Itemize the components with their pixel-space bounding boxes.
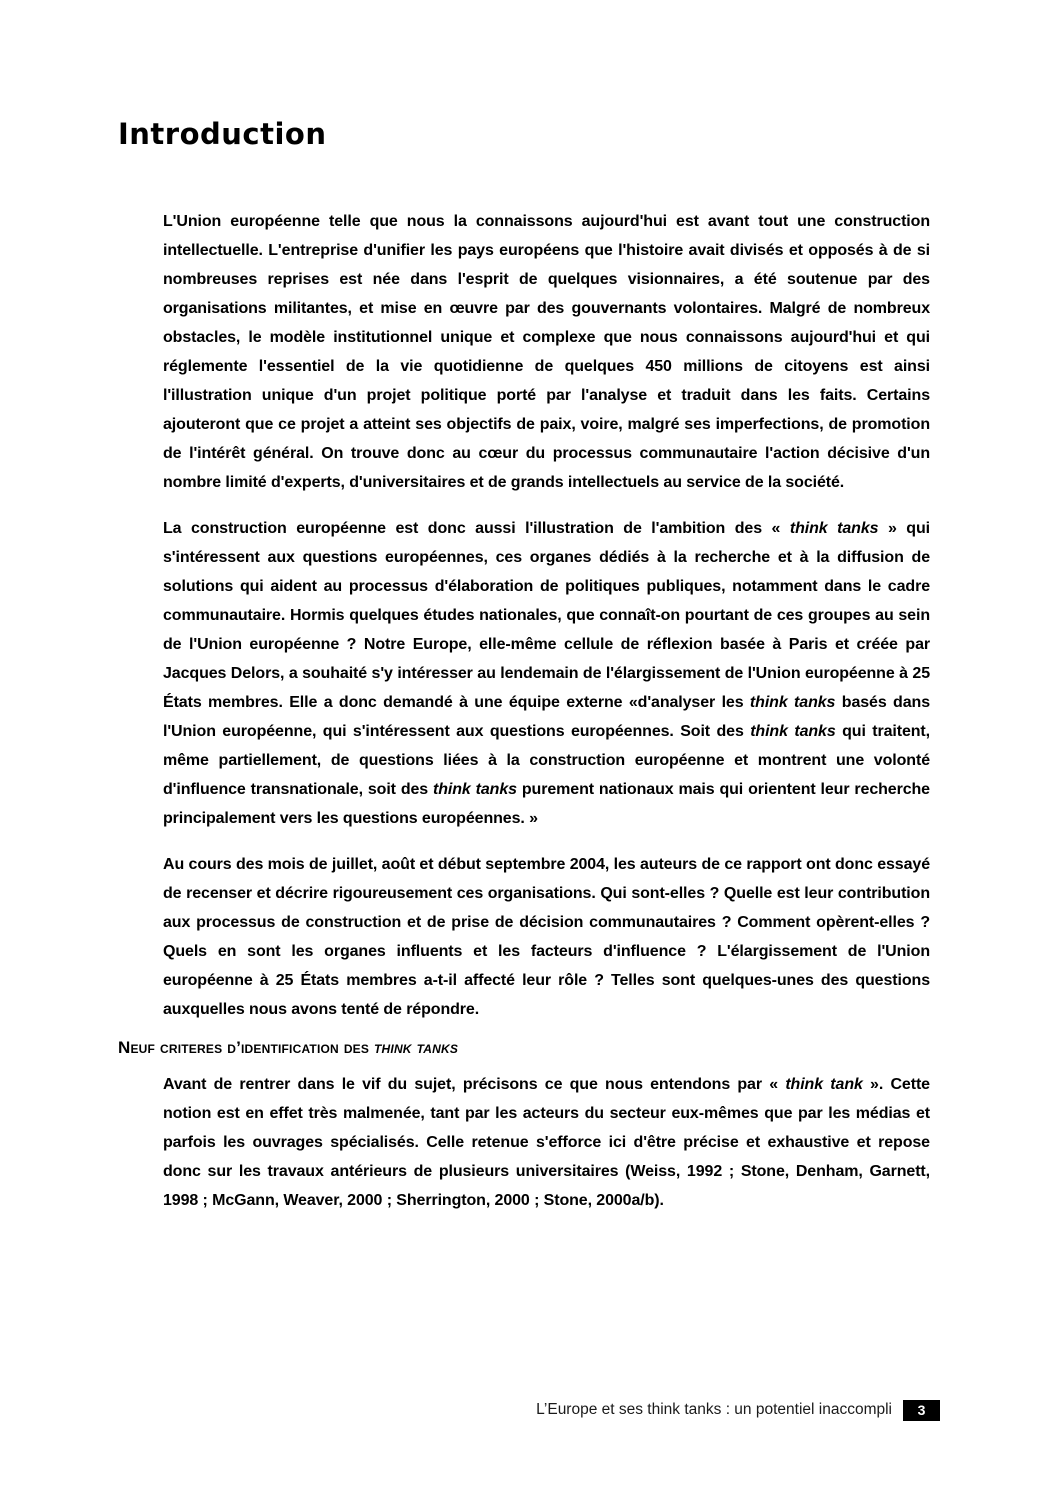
italic-text-run: think tanks — [433, 781, 517, 798]
text-run: L'Union européenne telle que nous la connaissons aujourd'hui est avant tout une construction intellectuelle. L'entreprise d'unifier les pays européens que l'histoire avait divisés et opposés à de si nombreuses reprises est née dans l'esprit de quelques visionnaires, a été soutenue par des organisations militantes, et mise en œuvre par des gouvernants volontaires. Malgré de nombreux obstacles, le modèle institutionnel unique et complexe que nous connaissons aujourd'hui et qui réglemente l'essentiel de la vie quotidienne de quelques 450 millions de citoyens est ainsi l'illustration unique d'un projet politique porté par l'analyse et traduit dans les faits. Certains ajouteront que ce projet a atteint ses objectifs de paix, voire, malgré ses imperfections, de promotion de l'intérêt général. On trouve donc au cœur du processus communautaire l'action décisive d'un nombre limité d'experts, d'universitaires et de grands intellectuels au service de la société. — [163, 213, 930, 491]
italic-text-run: think tank — [785, 1076, 863, 1093]
italic-text-run: think tanks — [749, 694, 836, 711]
text-run: qui traitent, même partiellement, de questions liées à la construction européenne et montrent une volonté d'influence transnationale, soit des — [163, 723, 931, 798]
section-heading — [118, 1033, 930, 1062]
text-run: basés dans l'Union européenne, qui s'intéressent aux questions européennes. Soit des — [163, 694, 930, 740]
page-footer — [536, 1399, 940, 1421]
paragraph — [163, 850, 930, 1024]
text-run: Avant de rentrer dans le vif du sujet, précisons ce que nous entendons par « — [163, 1076, 786, 1093]
document-body — [118, 207, 930, 1232]
text-run: Au cours des mois de juillet, août et début septembre 2004, les auteurs de ce rapport ont donc essayé de recenser et décrire rigoureusement ces organisations. Qui sont-elles ? Quelle est leur contribution aux processus de construction et de prise de décision communautaires ? Comment opèrent-elles ? Quels en sont les organes influents et les facteurs d'influence ? L'élargissement de l'Union européenne à 25 États membres a-t-il affecté leur rôle ? Telles sont quelques-unes des questions auxquelles nous avons tenté de répondre. — [163, 856, 930, 1018]
text-run: ». Cette notion est en effet très malmenée, tant par les acteurs du secteur eux-mêmes que par les médias et parfois les ouvrages spécialisés. Celle retenue s'efforce ici d'être précise et exhaustive et repose donc sur les travaux antérieurs de plusieurs universitaires (Weiss, 1992 ; Stone, Denham, Garnett, 1998 ; McGann, Weaver, 2000 ; Sherrington, 2000 ; Stone, 2000a/b). — [163, 1076, 930, 1209]
page-title: Introduction — [118, 117, 327, 151]
text-run: La construction européenne est donc aussi l'illustration de l'ambition des « — [163, 520, 790, 537]
paragraph — [163, 207, 930, 497]
paragraph — [163, 1070, 930, 1215]
text-run: Neuf criteres d’identification des — [118, 1038, 375, 1057]
footer-running-title: L’Europe et ses think tanks : un potentiel inaccompli — [536, 1401, 892, 1418]
italic-text-run: think tanks — [750, 723, 836, 740]
text-run: purement nationaux mais qui orientent leur recherche principalement vers les questions européennes. » — [163, 781, 930, 827]
page-number-badge: 3 — [903, 1400, 940, 1421]
paragraph — [163, 514, 930, 833]
text-run: » qui s'intéressent aux questions européennes, ces organes dédiés à la recherche et à la diffusion de solutions qui aident au processus d'élaboration de politiques publiques, notamment dans le cadre communautaire. Hormis quelques études nationales, que connaît-on pourtant de ces groupes au sein de l'Union européenne ? Notre Europe, elle-même cellule de réflexion basée à Paris et créée par Jacques Delors, a souhaité s'y intéresser au lendemain de l'élargissement de l'Union européenne à 25 États membres. Elle a donc demandé à une équipe externe «d'analyser les — [163, 520, 930, 711]
italic-text-run: think tanks — [374, 1038, 459, 1057]
italic-text-run: think tanks — [789, 520, 879, 537]
